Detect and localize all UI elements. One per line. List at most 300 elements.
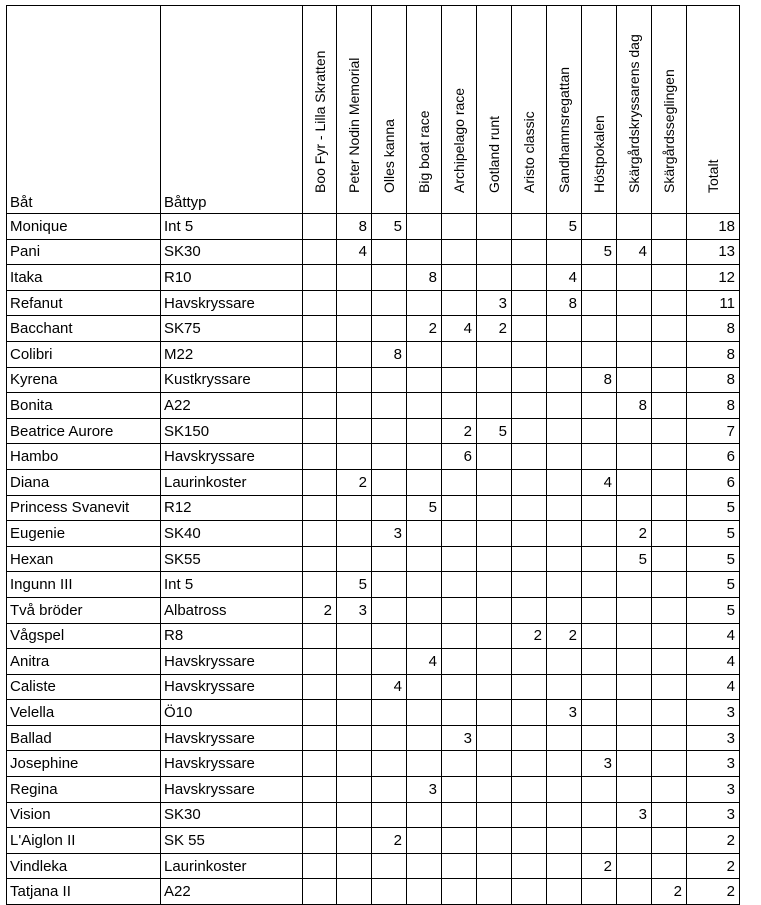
cell-score[interactable]: [547, 777, 582, 803]
cell-score[interactable]: [512, 418, 547, 444]
cell-score[interactable]: [337, 700, 372, 726]
cell-score[interactable]: 8: [547, 290, 582, 316]
cell-total[interactable]: 13: [687, 239, 740, 265]
cell-score[interactable]: [617, 495, 652, 521]
cell-score[interactable]: [512, 521, 547, 547]
cell-score[interactable]: 8: [582, 367, 617, 393]
cell-score[interactable]: [512, 597, 547, 623]
cell-score[interactable]: [442, 597, 477, 623]
cell-score[interactable]: [652, 802, 687, 828]
cell-score[interactable]: [547, 725, 582, 751]
cell-score[interactable]: [303, 853, 337, 879]
cell-score[interactable]: [617, 879, 652, 905]
cell-score[interactable]: [442, 649, 477, 675]
header-race[interactable]: [512, 6, 547, 214]
cell-score[interactable]: 5: [617, 546, 652, 572]
cell-score[interactable]: [617, 674, 652, 700]
cell-score[interactable]: [477, 393, 512, 419]
cell-score[interactable]: [652, 444, 687, 470]
cell-score[interactable]: [652, 572, 687, 598]
cell-score[interactable]: [547, 751, 582, 777]
cell-boat[interactable]: Velella: [7, 700, 161, 726]
cell-score[interactable]: [407, 290, 442, 316]
cell-score[interactable]: [617, 418, 652, 444]
cell-boat[interactable]: Ingunn III: [7, 572, 161, 598]
header-total[interactable]: [687, 6, 740, 214]
cell-boat[interactable]: Anitra: [7, 649, 161, 675]
cell-score[interactable]: [407, 521, 442, 547]
cell-score[interactable]: [477, 444, 512, 470]
cell-score[interactable]: [442, 802, 477, 828]
cell-score[interactable]: [372, 265, 407, 291]
cell-score[interactable]: [477, 674, 512, 700]
cell-total[interactable]: 4: [687, 623, 740, 649]
cell-score[interactable]: [512, 546, 547, 572]
cell-boat-type[interactable]: SK 55: [161, 828, 303, 854]
cell-score[interactable]: [582, 316, 617, 342]
cell-score[interactable]: [337, 546, 372, 572]
cell-score[interactable]: [617, 853, 652, 879]
cell-score[interactable]: [303, 674, 337, 700]
cell-score[interactable]: [407, 751, 442, 777]
cell-score[interactable]: [617, 316, 652, 342]
cell-score[interactable]: [442, 495, 477, 521]
cell-score[interactable]: [617, 700, 652, 726]
cell-score[interactable]: [582, 265, 617, 291]
cell-score[interactable]: [547, 649, 582, 675]
cell-score[interactable]: [512, 316, 547, 342]
header-race[interactable]: [477, 6, 512, 214]
cell-score[interactable]: 4: [547, 265, 582, 291]
cell-score[interactable]: [652, 828, 687, 854]
cell-score[interactable]: [407, 367, 442, 393]
cell-score[interactable]: [512, 751, 547, 777]
cell-score[interactable]: [652, 316, 687, 342]
cell-score[interactable]: [547, 853, 582, 879]
cell-score[interactable]: [652, 649, 687, 675]
cell-score[interactable]: 3: [582, 751, 617, 777]
cell-boat[interactable]: Refanut: [7, 290, 161, 316]
cell-score[interactable]: [442, 674, 477, 700]
cell-score[interactable]: [477, 214, 512, 240]
cell-score[interactable]: [372, 290, 407, 316]
cell-score[interactable]: [442, 777, 477, 803]
cell-score[interactable]: 8: [407, 265, 442, 291]
cell-score[interactable]: [582, 700, 617, 726]
cell-score[interactable]: [372, 802, 407, 828]
cell-score[interactable]: [582, 879, 617, 905]
cell-score[interactable]: [477, 751, 512, 777]
cell-score[interactable]: [337, 751, 372, 777]
cell-score[interactable]: 3: [337, 597, 372, 623]
cell-score[interactable]: 4: [582, 469, 617, 495]
cell-score[interactable]: [337, 341, 372, 367]
cell-total[interactable]: 5: [687, 597, 740, 623]
cell-score[interactable]: [477, 853, 512, 879]
cell-score[interactable]: [372, 725, 407, 751]
cell-score[interactable]: [652, 239, 687, 265]
cell-boat[interactable]: Caliste: [7, 674, 161, 700]
cell-score[interactable]: [477, 879, 512, 905]
cell-total[interactable]: 4: [687, 674, 740, 700]
cell-boat-type[interactable]: M22: [161, 341, 303, 367]
cell-total[interactable]: 18: [687, 214, 740, 240]
cell-score[interactable]: 5: [547, 214, 582, 240]
cell-score[interactable]: 8: [372, 341, 407, 367]
cell-score[interactable]: [582, 572, 617, 598]
cell-score[interactable]: [477, 265, 512, 291]
cell-boat-type[interactable]: Ö10: [161, 700, 303, 726]
cell-score[interactable]: 2: [547, 623, 582, 649]
cell-score[interactable]: [337, 828, 372, 854]
cell-boat[interactable]: Vindleka: [7, 853, 161, 879]
cell-boat-type[interactable]: Havskryssare: [161, 725, 303, 751]
cell-boat-type[interactable]: SK75: [161, 316, 303, 342]
cell-score[interactable]: [303, 521, 337, 547]
cell-total[interactable]: 2: [687, 828, 740, 854]
cell-score[interactable]: [303, 725, 337, 751]
cell-score[interactable]: 3: [442, 725, 477, 751]
cell-score[interactable]: [337, 725, 372, 751]
cell-total[interactable]: 12: [687, 265, 740, 291]
cell-score[interactable]: [512, 649, 547, 675]
cell-score[interactable]: [477, 239, 512, 265]
cell-total[interactable]: 8: [687, 341, 740, 367]
cell-score[interactable]: [652, 469, 687, 495]
cell-score[interactable]: [303, 572, 337, 598]
cell-score[interactable]: [303, 265, 337, 291]
cell-score[interactable]: [337, 879, 372, 905]
cell-total[interactable]: 5: [687, 572, 740, 598]
cell-score[interactable]: [303, 828, 337, 854]
cell-score[interactable]: [303, 649, 337, 675]
cell-score[interactable]: [617, 367, 652, 393]
cell-score[interactable]: [652, 495, 687, 521]
cell-boat[interactable]: Kyrena: [7, 367, 161, 393]
cell-boat-type[interactable]: R8: [161, 623, 303, 649]
cell-score[interactable]: [582, 521, 617, 547]
cell-score[interactable]: 2: [617, 521, 652, 547]
cell-boat-type[interactable]: Albatross: [161, 597, 303, 623]
cell-score[interactable]: 8: [337, 214, 372, 240]
cell-score[interactable]: 2: [407, 316, 442, 342]
cell-score[interactable]: [477, 495, 512, 521]
cell-boat-type[interactable]: Kustkryssare: [161, 367, 303, 393]
cell-score[interactable]: [303, 546, 337, 572]
cell-score[interactable]: [652, 623, 687, 649]
cell-score[interactable]: [582, 444, 617, 470]
cell-score[interactable]: [547, 572, 582, 598]
cell-score[interactable]: [547, 828, 582, 854]
cell-boat-type[interactable]: Laurinkoster: [161, 469, 303, 495]
cell-score[interactable]: [582, 623, 617, 649]
cell-score[interactable]: [407, 674, 442, 700]
cell-score[interactable]: [407, 802, 442, 828]
cell-score[interactable]: [652, 853, 687, 879]
cell-boat[interactable]: Vågspel: [7, 623, 161, 649]
cell-score[interactable]: [477, 572, 512, 598]
cell-boat-type[interactable]: Havskryssare: [161, 649, 303, 675]
cell-score[interactable]: [442, 367, 477, 393]
cell-score[interactable]: [372, 469, 407, 495]
cell-score[interactable]: [337, 623, 372, 649]
header-race[interactable]: [303, 6, 337, 214]
cell-score[interactable]: 4: [407, 649, 442, 675]
cell-score[interactable]: [303, 393, 337, 419]
cell-score[interactable]: [477, 725, 512, 751]
cell-score[interactable]: [652, 418, 687, 444]
cell-score[interactable]: [442, 623, 477, 649]
cell-score[interactable]: [407, 623, 442, 649]
cell-score[interactable]: [337, 777, 372, 803]
cell-boat-type[interactable]: A22: [161, 879, 303, 905]
cell-score[interactable]: [337, 674, 372, 700]
cell-score[interactable]: [477, 546, 512, 572]
cell-total[interactable]: 7: [687, 418, 740, 444]
cell-score[interactable]: [652, 674, 687, 700]
cell-boat[interactable]: Diana: [7, 469, 161, 495]
cell-score[interactable]: [407, 469, 442, 495]
cell-score[interactable]: [477, 469, 512, 495]
cell-score[interactable]: 2: [337, 469, 372, 495]
cell-score[interactable]: [617, 341, 652, 367]
cell-score[interactable]: [652, 265, 687, 291]
cell-score[interactable]: [303, 316, 337, 342]
cell-score[interactable]: [407, 828, 442, 854]
cell-score[interactable]: [547, 393, 582, 419]
cell-boat-type[interactable]: Havskryssare: [161, 674, 303, 700]
cell-boat-type[interactable]: SK30: [161, 239, 303, 265]
cell-score[interactable]: [337, 290, 372, 316]
cell-total[interactable]: 8: [687, 367, 740, 393]
cell-score[interactable]: [582, 802, 617, 828]
cell-total[interactable]: 8: [687, 316, 740, 342]
cell-score[interactable]: [372, 316, 407, 342]
cell-score[interactable]: [617, 828, 652, 854]
cell-total[interactable]: 6: [687, 444, 740, 470]
cell-boat[interactable]: Josephine: [7, 751, 161, 777]
cell-score[interactable]: [512, 265, 547, 291]
cell-score[interactable]: [303, 751, 337, 777]
cell-boat[interactable]: Princess Svanevit: [7, 495, 161, 521]
cell-score[interactable]: [617, 214, 652, 240]
cell-score[interactable]: [617, 623, 652, 649]
cell-score[interactable]: [477, 521, 512, 547]
cell-total[interactable]: 5: [687, 495, 740, 521]
cell-score[interactable]: [442, 521, 477, 547]
cell-boat-type[interactable]: Int 5: [161, 214, 303, 240]
cell-score[interactable]: [407, 393, 442, 419]
cell-score[interactable]: [407, 572, 442, 598]
cell-boat[interactable]: Itaka: [7, 265, 161, 291]
cell-score[interactable]: [372, 444, 407, 470]
cell-score[interactable]: 2: [652, 879, 687, 905]
cell-score[interactable]: 5: [372, 214, 407, 240]
cell-score[interactable]: [512, 802, 547, 828]
cell-score[interactable]: [303, 341, 337, 367]
cell-score[interactable]: [303, 879, 337, 905]
cell-boat-type[interactable]: R10: [161, 265, 303, 291]
cell-score[interactable]: 3: [407, 777, 442, 803]
cell-score[interactable]: [407, 597, 442, 623]
cell-score[interactable]: [582, 777, 617, 803]
cell-score[interactable]: [582, 495, 617, 521]
cell-score[interactable]: [512, 367, 547, 393]
cell-score[interactable]: [512, 393, 547, 419]
cell-score[interactable]: [372, 495, 407, 521]
cell-score[interactable]: 2: [372, 828, 407, 854]
cell-score[interactable]: [442, 393, 477, 419]
cell-boat-type[interactable]: SK40: [161, 521, 303, 547]
cell-score[interactable]: 4: [337, 239, 372, 265]
cell-score[interactable]: [442, 265, 477, 291]
cell-score[interactable]: [547, 316, 582, 342]
cell-score[interactable]: [582, 597, 617, 623]
cell-score[interactable]: [512, 239, 547, 265]
cell-score[interactable]: [337, 802, 372, 828]
cell-score[interactable]: [337, 444, 372, 470]
cell-total[interactable]: 6: [687, 469, 740, 495]
cell-score[interactable]: [372, 751, 407, 777]
cell-score[interactable]: [407, 700, 442, 726]
cell-score[interactable]: [303, 214, 337, 240]
cell-score[interactable]: [547, 418, 582, 444]
header-race[interactable]: [407, 6, 442, 214]
cell-score[interactable]: [407, 239, 442, 265]
header-race[interactable]: [337, 6, 372, 214]
cell-boat[interactable]: Eugenie: [7, 521, 161, 547]
cell-score[interactable]: [372, 572, 407, 598]
header-race[interactable]: [617, 6, 652, 214]
cell-score[interactable]: [547, 239, 582, 265]
cell-score[interactable]: [512, 495, 547, 521]
cell-score[interactable]: [617, 725, 652, 751]
cell-boat[interactable]: Vision: [7, 802, 161, 828]
cell-score[interactable]: [442, 546, 477, 572]
cell-score[interactable]: [477, 777, 512, 803]
cell-score[interactable]: [442, 879, 477, 905]
cell-score[interactable]: 3: [477, 290, 512, 316]
cell-score[interactable]: [547, 597, 582, 623]
cell-score[interactable]: [617, 265, 652, 291]
cell-score[interactable]: [477, 828, 512, 854]
cell-boat[interactable]: Tatjana II: [7, 879, 161, 905]
cell-score[interactable]: [512, 444, 547, 470]
cell-score[interactable]: [652, 597, 687, 623]
cell-score[interactable]: [582, 546, 617, 572]
cell-score[interactable]: [652, 777, 687, 803]
cell-score[interactable]: [442, 341, 477, 367]
cell-score[interactable]: [337, 521, 372, 547]
cell-score[interactable]: [617, 290, 652, 316]
cell-score[interactable]: [407, 341, 442, 367]
cell-boat-type[interactable]: SK30: [161, 802, 303, 828]
cell-score[interactable]: [547, 495, 582, 521]
cell-score[interactable]: 2: [442, 418, 477, 444]
cell-total[interactable]: 8: [687, 393, 740, 419]
header-race[interactable]: [582, 6, 617, 214]
cell-score[interactable]: 3: [372, 521, 407, 547]
cell-total[interactable]: 5: [687, 546, 740, 572]
cell-score[interactable]: [512, 572, 547, 598]
cell-score[interactable]: [477, 802, 512, 828]
cell-score[interactable]: [303, 367, 337, 393]
header-boat-type[interactable]: Båttyp: [161, 6, 303, 214]
cell-score[interactable]: 4: [442, 316, 477, 342]
cell-score[interactable]: [617, 444, 652, 470]
cell-score[interactable]: [337, 265, 372, 291]
cell-total[interactable]: 3: [687, 751, 740, 777]
cell-score[interactable]: [652, 546, 687, 572]
cell-score[interactable]: [617, 597, 652, 623]
cell-score[interactable]: [407, 214, 442, 240]
cell-score[interactable]: [442, 290, 477, 316]
cell-score[interactable]: [547, 469, 582, 495]
cell-score[interactable]: 5: [477, 418, 512, 444]
cell-score[interactable]: [337, 853, 372, 879]
cell-boat-type[interactable]: R12: [161, 495, 303, 521]
header-race[interactable]: [547, 6, 582, 214]
cell-score[interactable]: 6: [442, 444, 477, 470]
cell-score[interactable]: [442, 751, 477, 777]
cell-score[interactable]: [337, 495, 372, 521]
cell-score[interactable]: [407, 444, 442, 470]
header-boat[interactable]: Båt: [7, 6, 161, 214]
cell-score[interactable]: 5: [407, 495, 442, 521]
cell-score[interactable]: [372, 777, 407, 803]
cell-score[interactable]: [582, 674, 617, 700]
cell-score[interactable]: [303, 444, 337, 470]
cell-boat[interactable]: Pani: [7, 239, 161, 265]
cell-boat[interactable]: Hexan: [7, 546, 161, 572]
cell-total[interactable]: 3: [687, 725, 740, 751]
cell-score[interactable]: [337, 649, 372, 675]
cell-score[interactable]: [547, 367, 582, 393]
cell-boat-type[interactable]: Laurinkoster: [161, 853, 303, 879]
cell-score[interactable]: [477, 649, 512, 675]
cell-score[interactable]: [512, 853, 547, 879]
cell-score[interactable]: 3: [617, 802, 652, 828]
cell-score[interactable]: [582, 725, 617, 751]
cell-score[interactable]: [512, 674, 547, 700]
cell-score[interactable]: [652, 725, 687, 751]
cell-score[interactable]: [372, 393, 407, 419]
cell-score[interactable]: [617, 649, 652, 675]
cell-boat[interactable]: Monique: [7, 214, 161, 240]
cell-score[interactable]: 5: [582, 239, 617, 265]
cell-score[interactable]: [372, 879, 407, 905]
cell-score[interactable]: [372, 546, 407, 572]
cell-score[interactable]: [372, 597, 407, 623]
cell-score[interactable]: [442, 700, 477, 726]
cell-score[interactable]: [547, 444, 582, 470]
cell-score[interactable]: [512, 341, 547, 367]
cell-score[interactable]: [442, 469, 477, 495]
cell-score[interactable]: [547, 879, 582, 905]
cell-score[interactable]: [512, 700, 547, 726]
cell-score[interactable]: [337, 393, 372, 419]
cell-score[interactable]: [652, 521, 687, 547]
cell-boat-type[interactable]: Havskryssare: [161, 777, 303, 803]
cell-score[interactable]: [372, 418, 407, 444]
cell-score[interactable]: [303, 239, 337, 265]
cell-score[interactable]: [407, 879, 442, 905]
cell-boat[interactable]: Beatrice Aurore: [7, 418, 161, 444]
cell-score[interactable]: [617, 469, 652, 495]
cell-score[interactable]: [512, 725, 547, 751]
cell-boat-type[interactable]: Int 5: [161, 572, 303, 598]
cell-score[interactable]: [652, 393, 687, 419]
